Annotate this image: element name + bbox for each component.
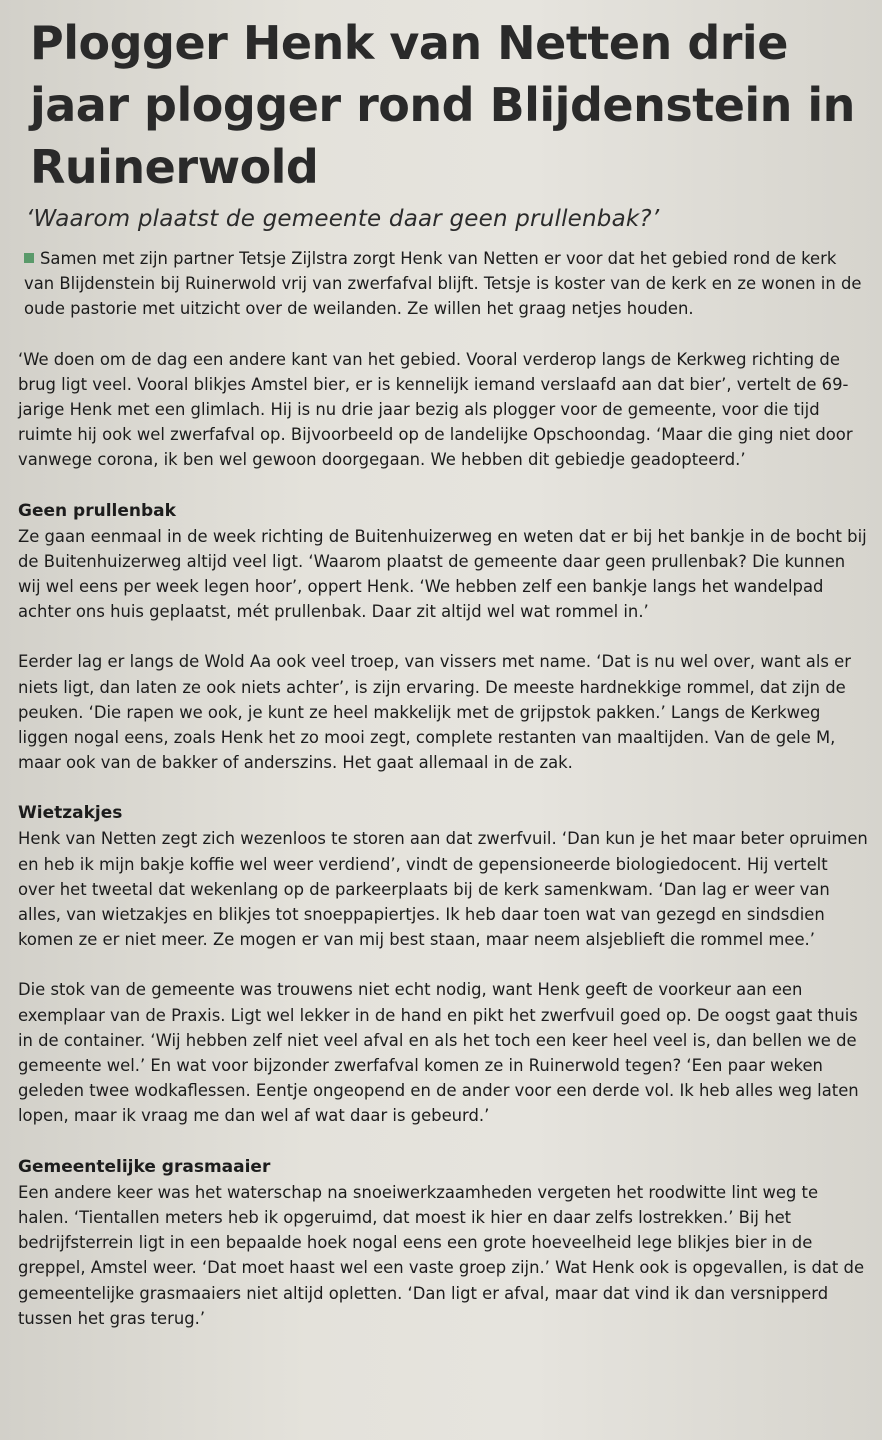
- paragraph-6: Een andere keer was het waterschap na snoeiwerkzaamheden vergeten het roodwitte lint weg te halen. ‘Tientallen meters heb ik opgeruimd, dat moest ik hier en daar zelfs lostrekken.’ Bij het bedrijfsterrein ligt in een bepaalde hoek nogal eens een grote hoeveelheid lege blikjes bier in de greppel, Amstel weer. ‘Dat moet haast wel een vaste groep zijn.’ Wat Henk ook is opgevallen, is dat de gemeentelijke grasmaaiers niet altijd opletten. ‘Dan ligt er afval, maar dat vind ik dan versnipperd tussen het gras terug.’: [18, 1182, 865, 1328]
- paragraph-4: Henk van Netten zegt zich wezenloos te storen aan dat zwerfvuil. ‘Dan kun je het maar beter opruimen en heb ik mijn bakje koffie wel weer verdiend’, vindt de gepensioneerde biologiedocent. Hij vertelt over het tweetal dat wekenlang op de parkeerplaats bij de kerk samenkwam. ‘Dan lag er weer van alles, van wietzakjes en blikjes tot snoeppapiertjes. Ik heb daar toen wat van gezegd en sindsdien komen ze er niet meer. Ze mogen er van mij best staan, maar neem alsjeblieft die rommel mee.’: [18, 829, 868, 950]
- paragraph-3: Eerder lag er langs de Wold Aa ook veel troep, van vissers met name. ‘Dat is nu wel over, want als er niets ligt, dan laten ze ook niets achter’, is zijn ervaring. De meeste hardnekkige rommel, dat zijn de peuken. ‘Die rapen we ook, je kunt ze heel makkelijk met de grijpstok pakken.’ Langs de Kerkweg liggen nogal eens, zoals Henk het zo mooi zegt, complete restanten van maaltijden. Van de gele M, maar ook van de bakker of anderszins. Het gaat allemaal in de zak.: [18, 652, 851, 773]
- lead-text: Samen met zijn partner Tetsje Zijlstra zorgt Henk van Netten er voor dat het gebied rond de kerk van Blijdenstein bij Ruinerwold vrij van zwerfafval blijft. Tetsje is koster van de kerk en ze wonen in de oude pastorie met uitzicht over de weilanden. Ze willen het graag netjes houden.: [24, 249, 862, 319]
- lead-square-icon: [24, 253, 34, 263]
- paragraph-5: Die stok van de gemeente was trouwens niet echt nodig, want Henk geeft de voorkeur aan een exemplaar van de Praxis. Ligt wel lekker in de hand en pikt het zwerfvuil goed op. De oogst gaat thuis in de container. ‘Wij hebben zelf niet veel afval en als het toch een keer heel veel is, dan bellen we de gemeente wel.’ En wat voor bijzonder zwerfafval komen ze in Ruinerwold tegen? ‘Een paar weken geleden twee wodkaflessen. Eentje ongeopend en de ander voor een derde vol. Ik heb alles weg laten lopen, maar ik vraag me dan wel af wat daar is gebeurd.’: [18, 980, 859, 1126]
- heading-gemeentelijke-grasmaaier: Gemeentelijke grasmaaier: [18, 1156, 271, 1177]
- article-subtitle: ‘Waarom plaatst de gemeente daar geen prullenbak?’: [26, 206, 660, 232]
- heading-geen-prullenbak: Geen prullenbak: [18, 500, 176, 521]
- article-body: [18, 246, 868, 1331]
- paragraph-1: ‘We doen om de dag een andere kant van het gebied. Vooral verderop langs de Kerkweg richting de brug ligt veel. Vooral blikjes Amstel bier, er is kennelijk iemand verslaafd aan dat bier’, vertelt de 69-jarige Henk met een glimlach. Hij is nu drie jaar bezig als plogger voor de gemeente, voor die tijd ruimte hij ook wel zwerfafval op. Bijvoorbeeld op de landelijke Opschoondag. ‘Maar die ging niet door vanwege corona, ik ben wel gewoon doorgegaan. We hebben dit gebiedje geadopteerd.’: [18, 349, 853, 470]
- paragraph-2: Ze gaan eenmaal in de week richting de Buitenhuizerweg en weten dat er bij het bankje in de bocht bij de Buitenhuizerweg altijd veel ligt. ‘Waarom plaatst de gemeente daar geen prullenbak? Die kunnen wij wel eens per week legen hoor’, oppert Henk. ‘We hebben zelf een bankje langs het wandelpad achter ons huis geplaatst, mét prullenbak. Daar zit altijd wel wat rommel in.’: [18, 526, 867, 622]
- lead-paragraph: [24, 246, 868, 322]
- article-title: Plogger Henk van Netten drie jaar plogger rond Blijdenstein in Ruinerwold: [30, 16, 855, 194]
- heading-wietzakjes: Wietzakjes: [18, 803, 123, 824]
